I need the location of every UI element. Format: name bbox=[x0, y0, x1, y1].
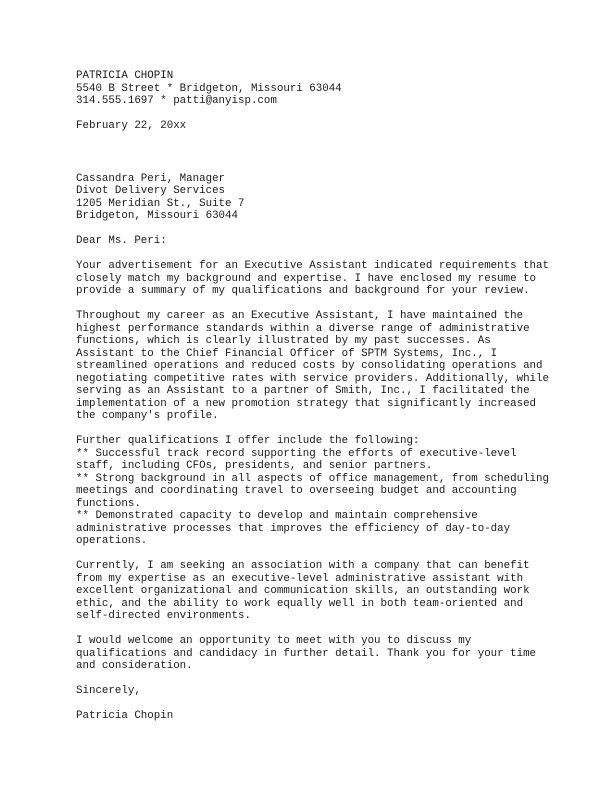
bullet-line: functions. bbox=[76, 497, 141, 510]
paragraph-line: and consideration. bbox=[76, 660, 193, 672]
paragraph-5 bbox=[76, 635, 546, 673]
paragraph-line: serving as an Assistant to a partner of Smith, Inc., I facilitated the bbox=[76, 385, 530, 397]
recipient-name: Cassandra Peri, Manager bbox=[76, 172, 226, 185]
paragraph-line: qualifications and candidacy in further detail. Thank you for your time bbox=[76, 647, 537, 660]
recipient-street: 1205 Meridian St., Suite 7 bbox=[76, 197, 245, 210]
closing: Sincerely, bbox=[76, 685, 141, 697]
letter-page bbox=[76, 70, 549, 723]
paragraph-line: implementation of a new promotion strategy that significantly increased bbox=[76, 397, 537, 410]
date-block bbox=[76, 120, 546, 133]
bullet-line: ** Strong background in all aspects of office management, from scheduling bbox=[76, 472, 549, 485]
paragraph-line: Your advertisement for an Executive Assistant indicated requirements that bbox=[76, 260, 549, 272]
sender-contact: 314.555.1697 * patti@anyisp.com bbox=[76, 95, 277, 107]
bullet-line: ** Demonstrated capacity to develop and maintain comprehensive bbox=[76, 510, 478, 522]
letter-date: February 22, 20xx bbox=[76, 120, 187, 132]
bullet-line: staff, including CFOs, presidents, and senior partners. bbox=[76, 460, 433, 472]
paragraph-line: self-directed environments. bbox=[76, 610, 251, 622]
paragraph-line: provide a summary of my qualifications and background for your review. bbox=[76, 285, 530, 297]
recipient-block bbox=[76, 173, 546, 223]
paragraph-line: functions, which is clearly illustrated by my past successes. As bbox=[76, 335, 491, 347]
paragraph-line: negotiating competitive rates with service providers. Additionally, while bbox=[76, 372, 549, 385]
paragraph-line: I would welcome an opportunity to meet with you to discuss my bbox=[76, 635, 472, 647]
signature-name: Patricia Chopin bbox=[76, 710, 174, 722]
paragraph-line: streamlined operations and reduced costs by consolidating operations and bbox=[76, 360, 543, 372]
bullet-line: ** Successful track record supporting the efforts of executive-level bbox=[76, 447, 517, 460]
bullet-line: meetings and coordinating travel to overseeing budget and accounting bbox=[76, 485, 517, 497]
paragraph-line: from my expertise as an executive-level administrative assistant with bbox=[76, 572, 524, 585]
paragraph-line: highest performance standards within a diverse range of administrative bbox=[76, 322, 530, 335]
bullet-line: operations. bbox=[76, 535, 148, 547]
paragraph-line: excellent organizational and communication skills, an outstanding work bbox=[76, 585, 530, 597]
paragraph-line: Currently, I am seeking an association with a company that can benefit bbox=[76, 560, 530, 572]
sender-address: 5540 B Street * Bridgeton, Missouri 63044 bbox=[76, 82, 342, 95]
paragraph-line: the company's profile. bbox=[76, 410, 219, 422]
paragraph-2 bbox=[76, 310, 549, 423]
sender-block bbox=[76, 70, 546, 108]
paragraph-line: Further qualifications I offer include the following: bbox=[76, 435, 420, 447]
paragraph-line: ethic, and the ability to work equally well in both team-oriented and bbox=[76, 597, 524, 610]
paragraph-line: Throughout my career as an Executive Assistant, I have maintained the bbox=[76, 310, 524, 322]
bullet-line: administrative processes that improves the efficiency of day-to-day bbox=[76, 522, 511, 535]
recipient-city: Bridgeton, Missouri 63044 bbox=[76, 210, 238, 222]
recipient-company: Divot Delivery Services bbox=[76, 185, 226, 197]
paragraph-line: closely match my background and expertise. I have enclosed my resume to bbox=[76, 272, 537, 285]
paragraph-4 bbox=[76, 560, 546, 623]
paragraph-3-qualifications bbox=[76, 435, 549, 548]
paragraph-1 bbox=[76, 260, 549, 298]
sender-name: PATRICIA CHOPIN bbox=[76, 70, 174, 82]
salutation: Dear Ms. Peri: bbox=[76, 235, 167, 247]
paragraph-line: Assistant to the Chief Financial Officer of SPTM Systems, Inc., I bbox=[76, 347, 498, 360]
